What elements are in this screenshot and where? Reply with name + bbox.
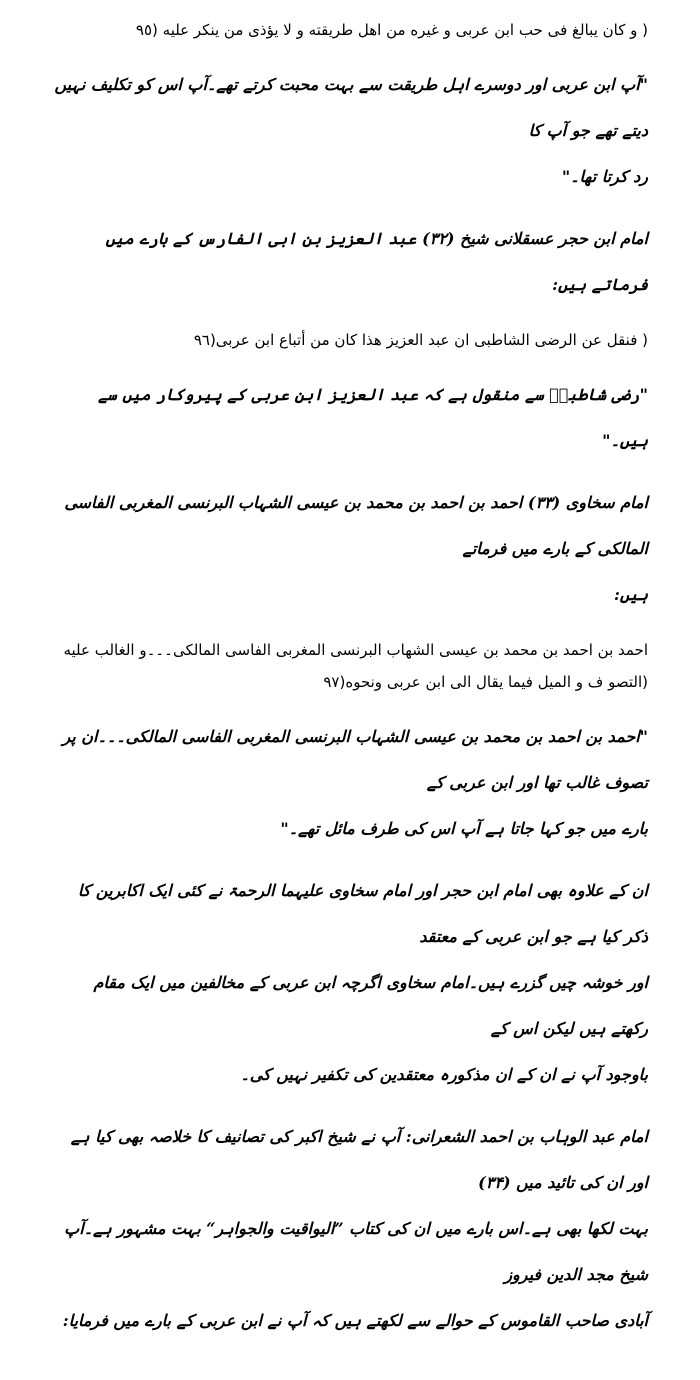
urdu-translation-line: رد کرتا تھا۔"	[561, 167, 648, 186]
urdu-heading-block	[52, 216, 648, 308]
urdu-translation-line: "رضی شاطبیؒ سے منقول ہے کہ عبد العزیز ابن عربی کے پیروکار میں سے ہیں۔"	[98, 385, 648, 450]
urdu-translation-block	[52, 714, 648, 852]
arabic-quote-line: احمد بن احمد بن محمد بن عيسى الشهاب البرنسى المغربى الفاسى المالكى۔۔۔و الغالب عليه	[63, 641, 648, 659]
urdu-paragraph-block	[52, 1114, 648, 1344]
arabic-quote-block	[52, 634, 648, 698]
urdu-translation-block	[52, 62, 648, 200]
urdu-heading-line: امام سخاوی (۳۳) احمد بن احمد بن محمد بن عیسی الشہاب البرنسی المغربی الفاسی المالکی کے بارے میں فرماتے	[64, 493, 648, 558]
urdu-heading-line: امام ابن حجر عسقلانی شیخ (۳۲) عبد العزیز بن ابی الفارس کے بارے میں فرماتے ہیں:	[105, 229, 648, 294]
arabic-quote-line: (التصو ف و الميل فيما يقال الى ابن عربى ونحوه(٩٧	[323, 673, 648, 691]
urdu-paragraph-block	[52, 868, 648, 1098]
urdu-paragraph-line: بہت لکھا بھی ہے۔اس بارے میں ان کی کتاب ”الیواقیت والجواہر“ بہت مشہور ہے۔آپ شیخ مجد الدین فیروز	[64, 1219, 648, 1284]
urdu-translation-line: "احمد بن احمد بن محمد بن عیسی الشہاب البرنسی المغربی الفاسی المالکی۔۔۔ان پر تصوف غالب تھا اور ابن عربی کے	[62, 727, 648, 792]
arabic-quote-line: ( فنقل عن الرضى الشاطبى ان عبد العزيز هذا كان من أتباع ابن عربى(٩٦	[193, 331, 648, 349]
urdu-paragraph-line: ان کے علاوہ بھی امام ابن حجر اور امام سخاوی علیہما الرحمۃ نے کئی ایک اکابرین کا ذکر کیا ہے جو ابن عربی کے معتقد	[77, 881, 648, 946]
urdu-paragraph-line: امام عبد الوہاب بن احمد الشعرانی: آپ نے شیخ اکبر کی تصانیف کا خلاصہ بھی کیا ہے اور ان کی تائید میں (۳۴)	[70, 1127, 648, 1192]
arabic-quote-block	[52, 324, 648, 356]
urdu-heading-line: ہیں:	[613, 585, 648, 604]
urdu-paragraph-line: باوجود آپ نے ان کے ان مذکورہ معتقدین کی تکفیر نہیں کی۔	[240, 1065, 648, 1084]
arabic-quote-line: ( و كان يبالغ فى حب ابن عربى و غيره من اهل طريقته و لا يؤذى من ينكر عليه (٩٥	[135, 21, 648, 39]
urdu-translation-line: بارے میں جو کہا جاتا ہے آپ اس کی طرف مائل تھے۔"	[280, 819, 648, 838]
urdu-translation-line: "آپ ابن عربی اور دوسرے اہل طریقت سے بہت محبت کرتے تھے۔آپ اس کو تکلیف نہیں دیتے تھے جو آپ کا	[54, 75, 648, 140]
urdu-paragraph-line: اور خوشہ چیں گزرے ہیں۔امام سخاوی اگرچہ ابن عربی کے مخالفین میں ایک مقام رکھتے ہیں لیکن اس کے	[93, 973, 648, 1038]
arabic-quote-block	[52, 14, 648, 46]
urdu-translation-block	[52, 372, 648, 464]
urdu-heading-block	[52, 480, 648, 618]
urdu-paragraph-line: آبادی صاحب القاموس کے حوالے سے لکھتے ہیں کہ آپ نے ابن عربی کے بارے میں فرمایا:	[62, 1311, 648, 1330]
